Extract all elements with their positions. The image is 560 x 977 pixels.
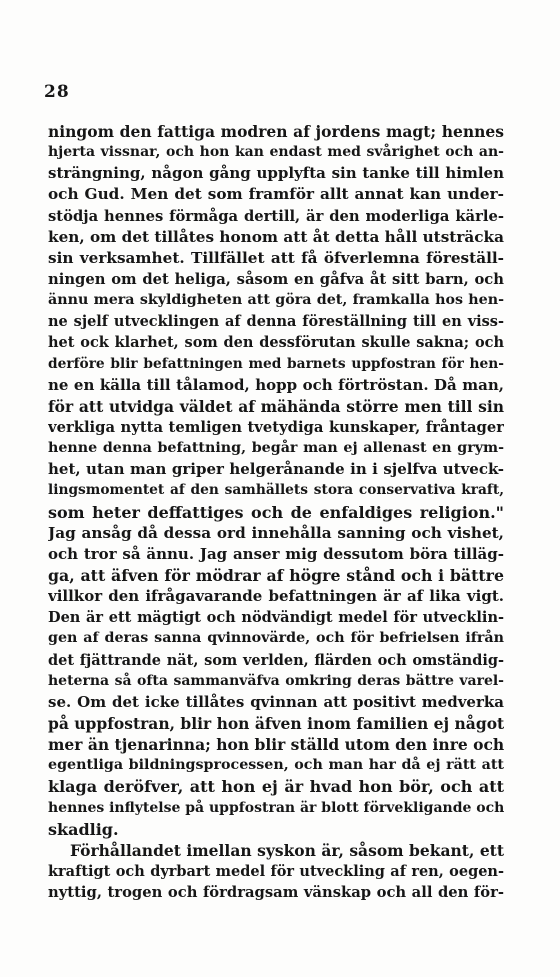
text-line: skadlig. <box>48 819 119 839</box>
text-line: kraftigt och dyrbart medel för utveckling af ren, oegen- <box>48 862 504 880</box>
text-line: het ock klarhet, som den dessförutan skulle sakna; och <box>48 334 504 352</box>
body-text <box>48 121 504 903</box>
text-line: ningom den fattiga modren af jordens magt; hennes <box>48 122 504 141</box>
text-line: henne denna befattning, begår man ej allenast en grym- <box>48 440 504 457</box>
text-line: ne sjelf utvecklingen af denna föreställning till en viss- <box>48 313 504 331</box>
text-line: det fjättrande nät, som verlden, flärden och omständig- <box>48 651 504 669</box>
text-line: derföre blir befattningen med barnets uppfostran för hen- <box>48 355 504 372</box>
text-line: och Gud. Men det som framför allt annat kan under- <box>48 185 504 204</box>
text-line: ga, att äfven för mödrar af högre stånd och i bättre <box>48 565 504 585</box>
page-number: 28 <box>44 82 70 102</box>
text-line: Den är ett mägtigt och nödvändigt medel för utvecklin- <box>48 609 504 627</box>
text-line: som heter deffattiges och de enfaldiges religion." <box>48 502 504 522</box>
text-line: het, utan man griper helgerånande in i sjelfva utveck- <box>48 460 504 479</box>
text-line: stödja hennes förmåga dertill, är den moderliga kärle- <box>48 207 504 225</box>
text-line: klaga deröfver, att hon ej är hvad hon bör, och att <box>48 777 504 797</box>
text-line: sin verksamhet. Tillfället att få öfverlemna föreställ- <box>48 248 504 267</box>
text-line: hennes inflytelse på uppfostran är blott förvekligande och <box>48 799 504 816</box>
text-line: ännu mera skyldigheten att göra det, framkalla hos hen- <box>48 292 504 309</box>
text-line: Förhållandet imellan syskon är, såsom bekant, ett <box>70 840 504 860</box>
text-line: egentliga bildningsprocessen, och man har då ej rätt att <box>48 757 504 774</box>
text-line: ne en källa till tålamod, hopp och förtröstan. Då man, <box>48 375 504 394</box>
text-line: verkliga nytta temligen tvetydiga kunskaper, fråntager <box>48 418 504 436</box>
text-line: heterna så ofta sammanväfva omkring deras bättre varel- <box>48 672 504 689</box>
text-line: och tror så ännu. Jag anser mig dessutom böra tilläg- <box>48 544 504 563</box>
text-line: Jag ansåg då dessa ord innehålla sanning och vishet, <box>48 523 504 542</box>
text-line: lingsmomentet af den samhällets stora conservativa kraft, <box>48 482 504 499</box>
text-line: på uppfostran, blir hon äfven inom familien ej något <box>48 713 504 733</box>
text-line: hjerta vissnar, och hon kan endast med svårighet och an- <box>48 144 504 161</box>
text-line: mer än tjenarinna; hon blir ställd utom den inre och <box>48 735 504 755</box>
text-line: ningen om det heliga, såsom en gåfva åt sitt barn, och <box>48 270 504 288</box>
text-line: villkor den ifrågavarande befattningen är af lika vigt. <box>48 587 504 606</box>
text-line: strängning, någon gång upplyfta sin tanke till himlen <box>48 164 504 183</box>
text-line: se. Om det icke tillåtes qvinnan att positivt medverka <box>48 692 504 711</box>
text-line: ken, om det tillåtes honom att åt detta håll utsträcka <box>48 227 504 246</box>
text-line: nyttig, trogen och fördragsam vänskap och all den för- <box>48 884 504 902</box>
text-line: gen af deras sanna qvinnovärde, och för befrielsen ifrån <box>48 630 504 647</box>
text-line: för att utvidga väldet af mähända större men till sin <box>48 396 504 416</box>
